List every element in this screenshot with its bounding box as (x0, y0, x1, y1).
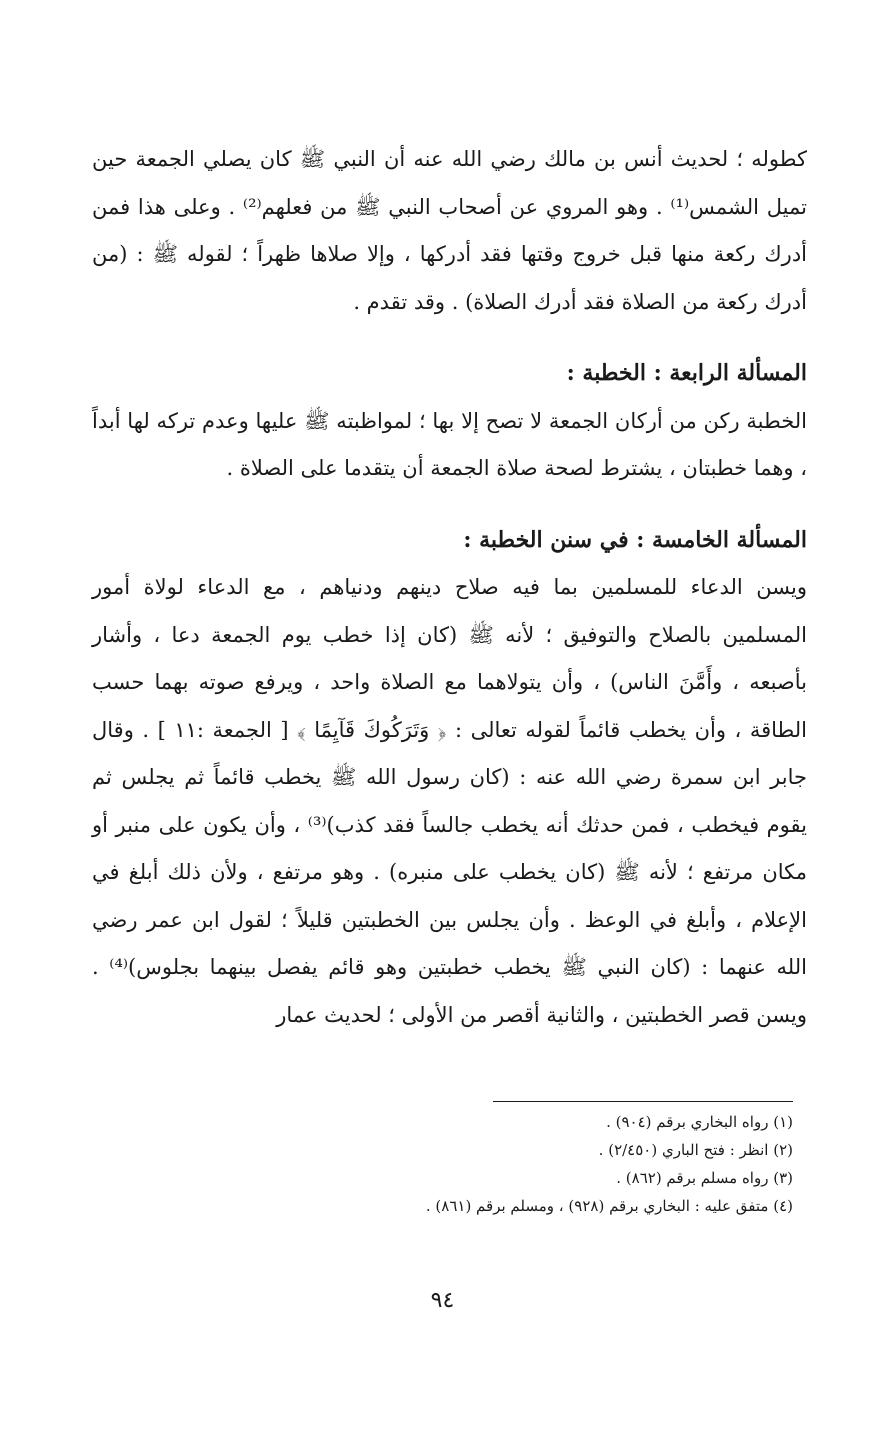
footnotes (373, 1108, 793, 1220)
footnote-item: (٤) متفق عليه : البخاري برقم (٩٢٨) ، ومسلم برقم (٨٦١) . (425, 1197, 793, 1215)
heading-fifth-issue: المسألة الخامسة : في سنن الخطبة : (463, 526, 807, 553)
paragraph-khutbah: الخطبة ركن من أركان الجمعة لا تصح إلا بها ؛ لمواظبته ﷺ عليها وعدم تركه لها أبداً ، وهما خطبتان ، يشترط لصحة صلاة الجمعة أن يتقدما على الصلاة . (92, 408, 807, 480)
paragraph-khutbah-sunan: ويسن الدعاء للمسلمين بما فيه صلاح دينهم ودنياهم ، مع الدعاء لولاة أمور المسلمين بالصلاح والتوفيق ؛ لأنه ﷺ (كان إذا خطب يوم الجمعة دعا ، وأشار بأصبعه ، وأَمَّنَ الناس) ، وأن يتولاهما مع الصلاة واحد ، ويرفع صوته بهما حسب الطاقة ، وأن يخطب قائماً لقوله تعالى : ﴿ وَتَرَكُوكَ قَآيِمًا ﴾ [ الجمعة :١١ ] . وقال جابر ابن سمرة رضي الله عنه : (كان رسول الله ﷺ يخطب قائماً ثم يجلس ثم يقوم فيخطب ، فمن حدثك أنه يخطب جالساً فقد كذب)⁽³⁾ ، وأن يكون على منبر أو مكان مرتفع ؛ لأنه ﷺ (كان يخطب على منبره) . وهو مرتفع ، ولأن ذلك أبلغ في الإعلام ، وأبلغ في الوعظ . وأن يجلس بين الخطبتين قليلاً ؛ لقول ابن عمر رضي الله عنهما : (كان النبي ﷺ يخطب خطبتين وهو قائم يفصل بينهما بجلوس)⁽⁴⁾ . ويسن قصر الخطبتين ، والثانية أقصر من الأولى ؛ لحديث عمار (92, 575, 808, 1027)
footnote-item: (٢) انظر : فتح الباري (٢/٤٥٠) . (598, 1141, 793, 1159)
footnote-item: (٣) رواه مسلم برقم (٨٦٢) . (616, 1169, 793, 1187)
paragraph-friday-prayer-time: كطوله ؛ لحديث أنس بن مالك رضي الله عنه أن النبي ﷺ كان يصلي الجمعة حين تميل الشمس⁽¹⁾ . وهو المروي عن أصحاب النبي ﷺ من فعلهم⁽²⁾ . وعلى هذا فمن أدرك ركعة منها قبل خروج وقتها فقد أدركها ، وإلا صلاها ظهراً ؛ لقوله ﷺ : (من أدرك ركعة من الصلاة فقد أدرك الصلاة) . وقد تقدم . (92, 147, 807, 314)
footnote-divider (493, 1101, 793, 1102)
main-text (92, 136, 807, 1039)
page-number: ٩٤ (430, 1288, 455, 1313)
footnote-item: (١) رواه البخاري برقم (٩٠٤) . (606, 1113, 793, 1131)
heading-fourth-issue: المسألة الرابعة : الخطبة : (566, 360, 807, 386)
